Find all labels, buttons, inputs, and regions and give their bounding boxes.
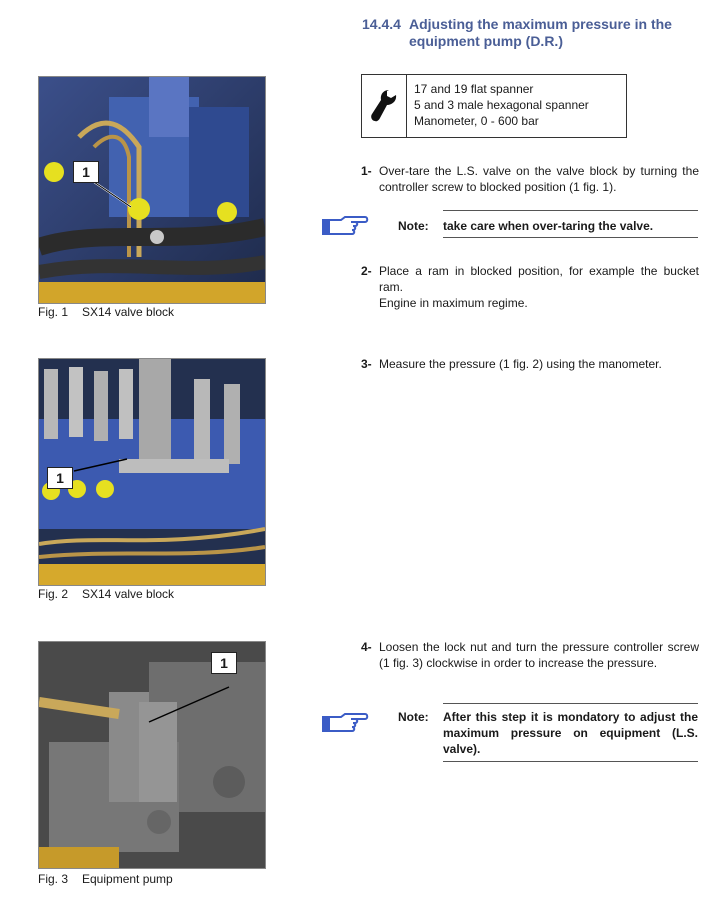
- step-number: 1-: [361, 164, 372, 178]
- wrench-icon: [362, 75, 407, 137]
- figure-3-callout: 1: [211, 652, 237, 674]
- tools-box: [361, 74, 627, 138]
- figure-label: Fig. 1: [38, 305, 69, 319]
- step-number: 4-: [361, 640, 372, 654]
- figure-2-callout: 1: [47, 467, 73, 489]
- step-number: 3-: [361, 357, 372, 371]
- tool-item: Manometer, 0 - 600 bar: [414, 114, 539, 128]
- note-rule-top: [443, 210, 698, 211]
- figure-1-caption: [38, 305, 174, 319]
- step-text: Measure the pressure (1 fig. 2) using the manometer.: [379, 357, 662, 371]
- step-extra: Engine in maximum regime.: [379, 296, 528, 310]
- note-rule-bottom: [443, 761, 698, 762]
- note-rule-bottom: [443, 237, 698, 238]
- note-text: take care when over-taring the valve.: [443, 219, 654, 233]
- step-2: [361, 263, 699, 311]
- step-3: [361, 356, 699, 372]
- note-label: Note:: [398, 219, 429, 233]
- figure-3-caption: [38, 872, 173, 886]
- step-text: Over-tare the L.S. valve on the valve block by turning the controller screw to blocked position (1 fig. 1).: [379, 164, 699, 194]
- figure-2-photo: [38, 358, 266, 586]
- figure-3-photo: [38, 641, 266, 869]
- figure-1-callout: 1: [73, 161, 99, 183]
- tool-item: 17 and 19 flat spanner: [414, 82, 534, 96]
- note-1: [398, 218, 698, 234]
- pointing-hand-icon: [321, 711, 369, 742]
- step-text: Place a ram in blocked position, for example the bucket ram.: [379, 264, 699, 294]
- note-2: [398, 709, 698, 757]
- figure-caption-text: SX14 valve block: [82, 587, 175, 601]
- pointing-hand-icon: [321, 214, 369, 245]
- step-number: 2-: [361, 264, 372, 278]
- note-rule-top: [443, 703, 698, 704]
- section-title-line2: equipment pump (D.R.): [409, 33, 563, 49]
- section-title-line1: Adjusting the maximum pressure in the: [409, 16, 672, 32]
- figure-caption-text: SX14 valve block: [82, 305, 175, 319]
- section-heading: [362, 16, 712, 50]
- figure-caption-text: Equipment pump: [82, 872, 173, 886]
- note-label: Note:: [398, 710, 429, 724]
- figure-label: Fig. 3: [38, 872, 69, 886]
- tools-list: [407, 75, 589, 137]
- step-4: [361, 639, 699, 671]
- step-text: Loosen the lock nut and turn the pressure controller screw (1 fig. 3) clockwise in order to increase the pressure.: [379, 640, 699, 670]
- tool-item: 5 and 3 male hexagonal spanner: [414, 98, 589, 112]
- section-number: 14.4.4: [362, 16, 401, 32]
- figure-1-photo: [38, 76, 266, 304]
- note-text: After this step it is mondatory to adjust the maximum pressure on equipment (L.S. valve).: [443, 710, 698, 756]
- step-1: [361, 163, 699, 195]
- figure-label: Fig. 2: [38, 587, 69, 601]
- figure-2-caption: [38, 587, 174, 601]
